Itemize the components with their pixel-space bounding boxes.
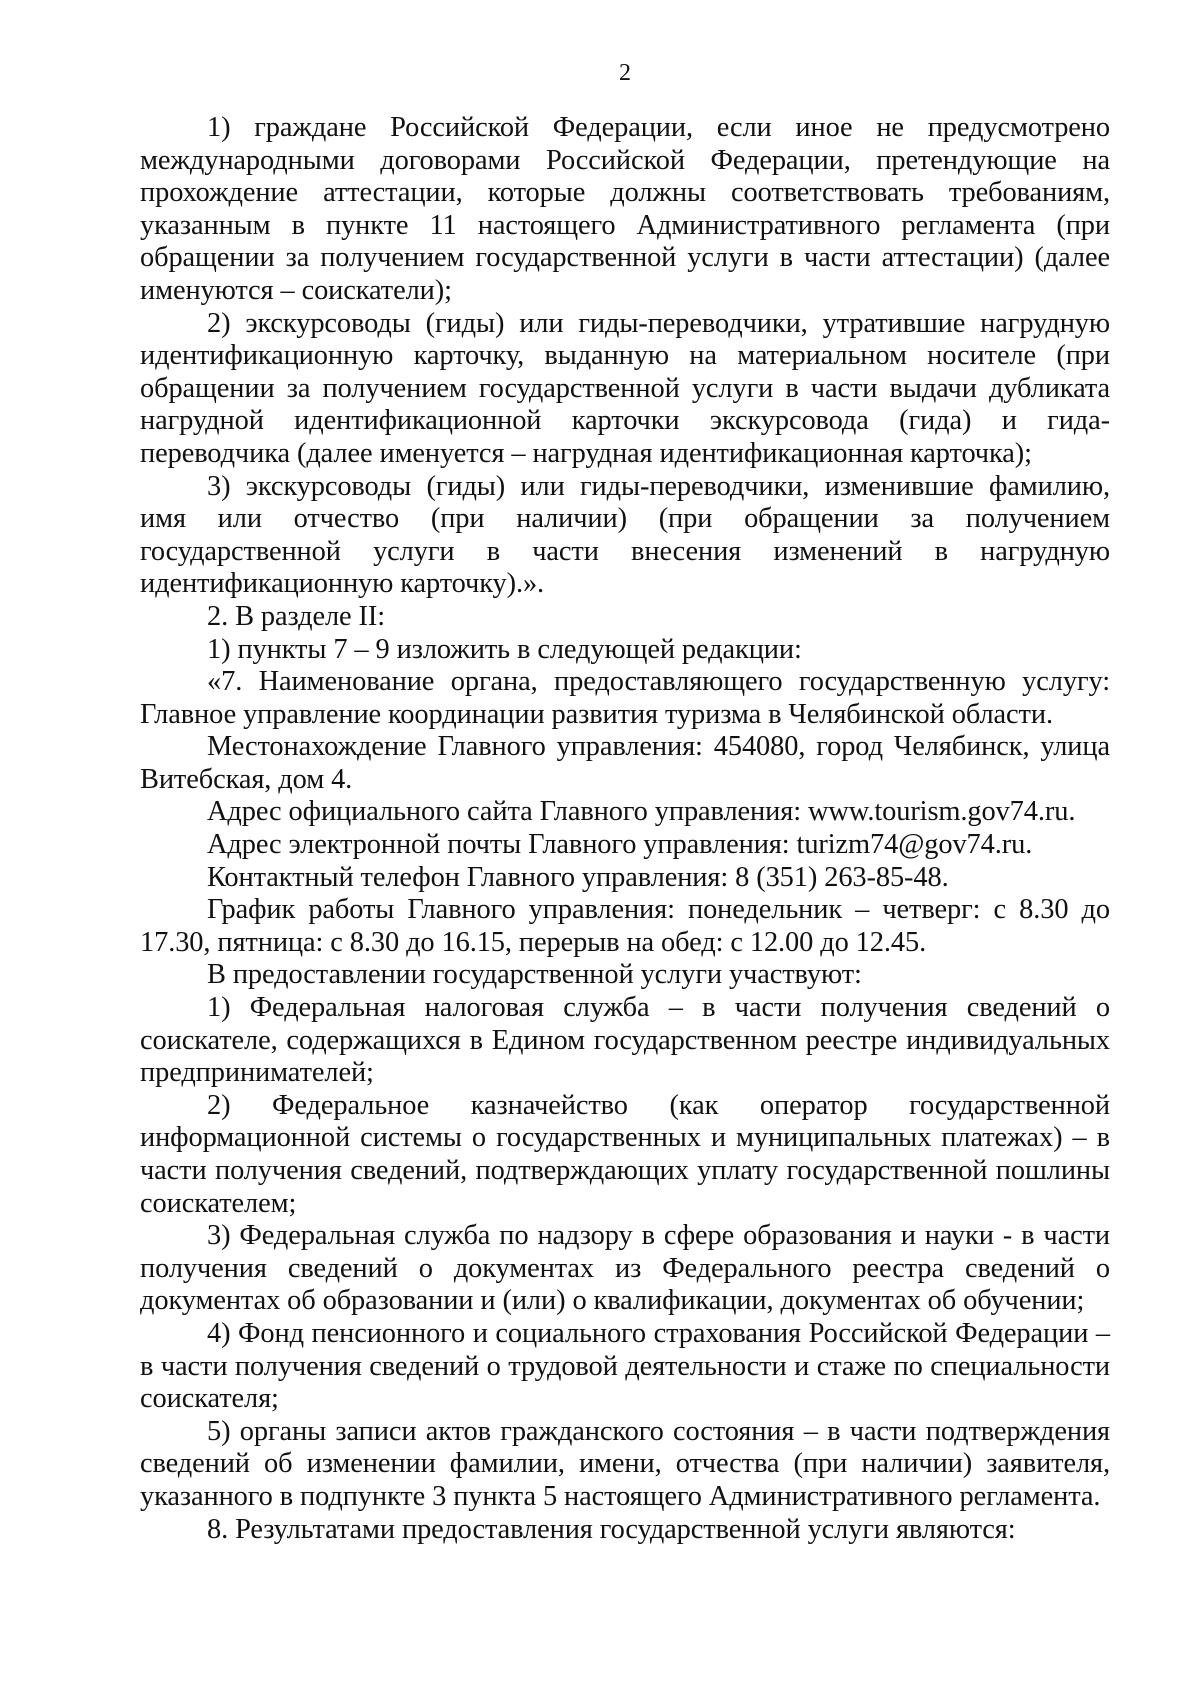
document-body (140, 112, 1110, 1546)
paragraph: 3) Федеральная служба по надзору в сфере образования и науки - в части получения сведений о документах из Федерального реестра сведений о документах об образовании и (или) о квалификации, документах об обучении; (140, 1220, 1110, 1317)
paragraph: «7. Наименование органа, предоставляющего государственную услугу: Главное управление координации развития туризма в Челябинской области. (140, 666, 1110, 730)
paragraph: 2. В разделе II: (207, 600, 386, 632)
paragraph: Адрес электронной почты Главного управления: turizm74@gov74.ru. (207, 829, 1033, 861)
paragraph: 1) граждане Российской Федерации, если иное не предусмотрено международными договорами Российской Федерации, претендующие на прохождение аттестации, которые должны соответствовать требованиям, указанным в пункте 11 настоящего Административного регламента (при обращении за получением государственной услуги в части аттестации) (далее именуются – соискатели); (140, 112, 1110, 306)
paragraph: В предоставлении государственной услуги участвуют: (207, 959, 862, 991)
paragraph: 2) экскурсоводы (гиды) или гиды-переводчики, утратившие нагрудную идентификационную карточку, выданную на материальном носителе (при обращении за получением государственной услуги в части выдачи дубликата нагрудной идентификационной карточки экскурсовода (гида) и гида-переводчика (далее именуется – нагрудная идентификационная карточка); (140, 307, 1110, 469)
paragraph: 1) Федеральная налоговая служба – в части получения сведений о соискателе, содержащихся в Едином государственном реестре индивидуальных предпринимателей; (140, 992, 1110, 1089)
page-number: 2 (619, 60, 631, 86)
paragraph: 2) Федеральное казначейство (как оператор государственной информационной системы о государственных и муниципальных платежах) – в части получения сведений, подтверждающих уплату государственной пошлины соискателем; (140, 1089, 1110, 1219)
paragraph: 5) органы записи актов гражданского состояния – в части подтверждения сведений об изменении фамилии, имени, отчества (при наличии) заявителя, указанного в подпункте 3 пункта 5 настоящего Административного регламента. (140, 1415, 1110, 1512)
paragraph: 1) пункты 7 – 9 изложить в следующей редакции: (207, 633, 802, 665)
paragraph: 3) экскурсоводы (гиды) или гиды-переводчики, изменившие фамилию, имя или отчество (при наличии) (при обращении за получением государственной услуги в части внесения изменений в нагрудную идентификационную карточку).». (140, 470, 1110, 600)
paragraph: График работы Главного управления: понедельник – четверг: с 8.30 до 17.30, пятница: с 8.30 до 16.15, перерыв на обед: с 12.00 до 12.45. (140, 894, 1110, 958)
paragraph: Контактный телефон Главного управления: 8 (351) 263-85-48. (207, 861, 949, 893)
paragraph: Адрес официального сайта Главного управления: www.tourism.gov74.ru. (207, 796, 1076, 828)
paragraph: Местонахождение Главного управления: 454080, город Челябинск, улица Витебская, дом 4. (140, 731, 1110, 795)
paragraph: 8. Результатами предоставления государственной услуги являются: (207, 1513, 1016, 1545)
paragraph: 4) Фонд пенсионного и социального страхования Российской Федерации – в части получения сведений о трудовой деятельности и стаже по специальности соискателя; (140, 1317, 1110, 1415)
